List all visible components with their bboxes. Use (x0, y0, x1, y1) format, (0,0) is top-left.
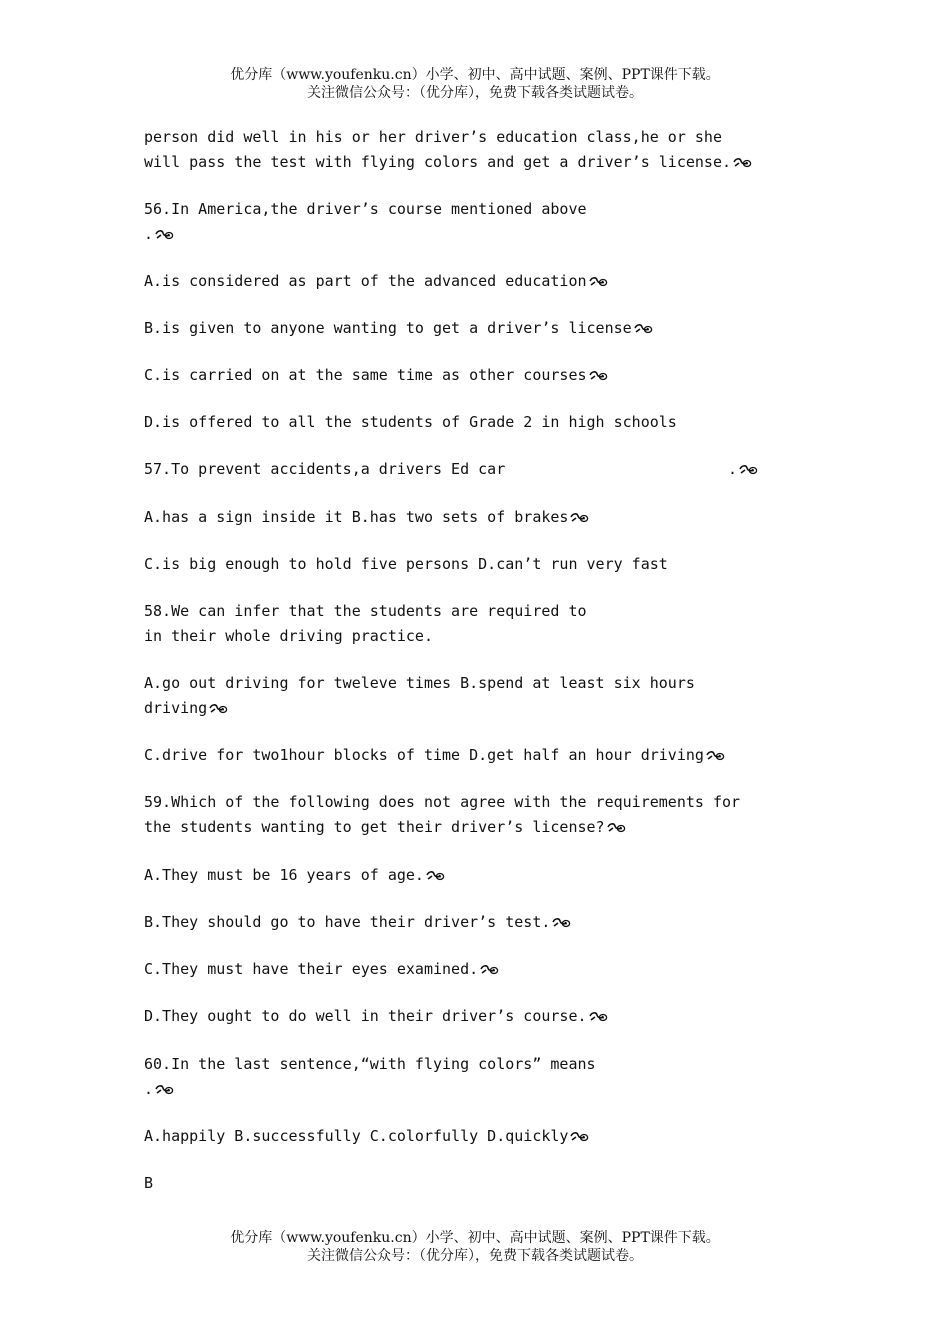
question-58-options-ab-cont: driving (144, 698, 228, 718)
question-56-stem: 56.In America,the driver’s course mentioned above (144, 200, 587, 218)
answer: B (144, 1174, 154, 1192)
question-60-options: A.happily B.successfully C.colorfully D.quickly (144, 1126, 589, 1146)
question-59-option-b: B.They should go to have their driver’s test. (144, 912, 571, 932)
paragraph-mark-icon (589, 370, 608, 381)
footer-line-1: 优分库（www.youfenku.cn）小学、初中、高中试题、案例、PPT课件下载。 (230, 1230, 720, 1246)
passage-line: will pass the test with flying colors and get a driver’s license. (144, 152, 752, 172)
question-59-stem-end: the students wanting to get their driver’s license? (144, 817, 626, 837)
question-56-option-a: A.is considered as part of the advanced education (144, 271, 608, 291)
question-59-option-c: C.They must have their eyes examined. (144, 959, 499, 979)
paragraph-mark-icon (733, 157, 752, 168)
question-56-option-b: B.is given to anyone wanting to get a driver’s license (144, 318, 653, 338)
paragraph-mark-icon (739, 464, 758, 475)
question-57-blank-end: . (728, 459, 758, 479)
question-59-stem: 59.Which of the following does not agree with the requirements for (144, 793, 741, 811)
paragraph-mark-icon (155, 1084, 174, 1095)
header-line-2: 关注微信公众号：（优分库），免费下载各类试题试卷。 (307, 85, 643, 101)
footer-line-2: 关注微信公众号：（优分库），免费下载各类试题试卷。 (307, 1248, 643, 1264)
paragraph-mark-icon (480, 964, 499, 975)
paragraph-mark-icon (570, 1131, 589, 1142)
question-58-stem-end: in their whole driving practice. (144, 627, 433, 645)
paragraph-mark-icon (426, 870, 445, 881)
header-line-1: 优分库（www.youfenku.cn）小学、初中、高中试题、案例、PPT课件下载。 (230, 67, 720, 83)
question-60-stem: 60.In the last sentence,“with flying colors” means (144, 1055, 596, 1073)
page-header (0, 66, 950, 102)
question-59-option-a: A.They must be 16 years of age. (144, 865, 445, 885)
paragraph-mark-icon (589, 276, 608, 287)
paragraph-mark-icon (706, 750, 725, 761)
question-57-options-ab: A.has a sign inside it B.has two sets of brakes (144, 507, 589, 527)
question-60-stem-end: . (144, 1079, 174, 1099)
question-56-option-d: D.is offered to all the students of Grade 2 in high schools (144, 413, 677, 431)
paragraph-mark-icon (155, 229, 174, 240)
page-footer (0, 1229, 950, 1265)
paragraph-mark-icon (570, 512, 589, 523)
paragraph-mark-icon (209, 703, 228, 714)
paragraph-mark-icon (607, 822, 626, 833)
passage-line: person did well in his or her driver’s education class,he or she (144, 128, 722, 146)
paragraph-mark-icon (589, 1011, 608, 1022)
question-58-options-ab: A.go out driving for tweleve times B.spend at least six hours (144, 674, 695, 692)
question-58-options-cd: C.drive for two1hour blocks of time D.get half an hour driving (144, 745, 725, 765)
question-59-option-d: D.They ought to do well in their driver’s course. (144, 1006, 608, 1026)
question-56-stem-end: . (144, 224, 174, 244)
question-56-option-c: C.is carried on at the same time as other courses (144, 365, 608, 385)
question-57-options-cd: C.is big enough to hold five persons D.can’t run very fast (144, 555, 668, 573)
paragraph-mark-icon (552, 917, 571, 928)
question-58-stem: 58.We can infer that the students are required to (144, 602, 587, 620)
question-57-stem: 57.To prevent accidents,a drivers Ed car (144, 460, 506, 478)
paragraph-mark-icon (634, 323, 653, 334)
